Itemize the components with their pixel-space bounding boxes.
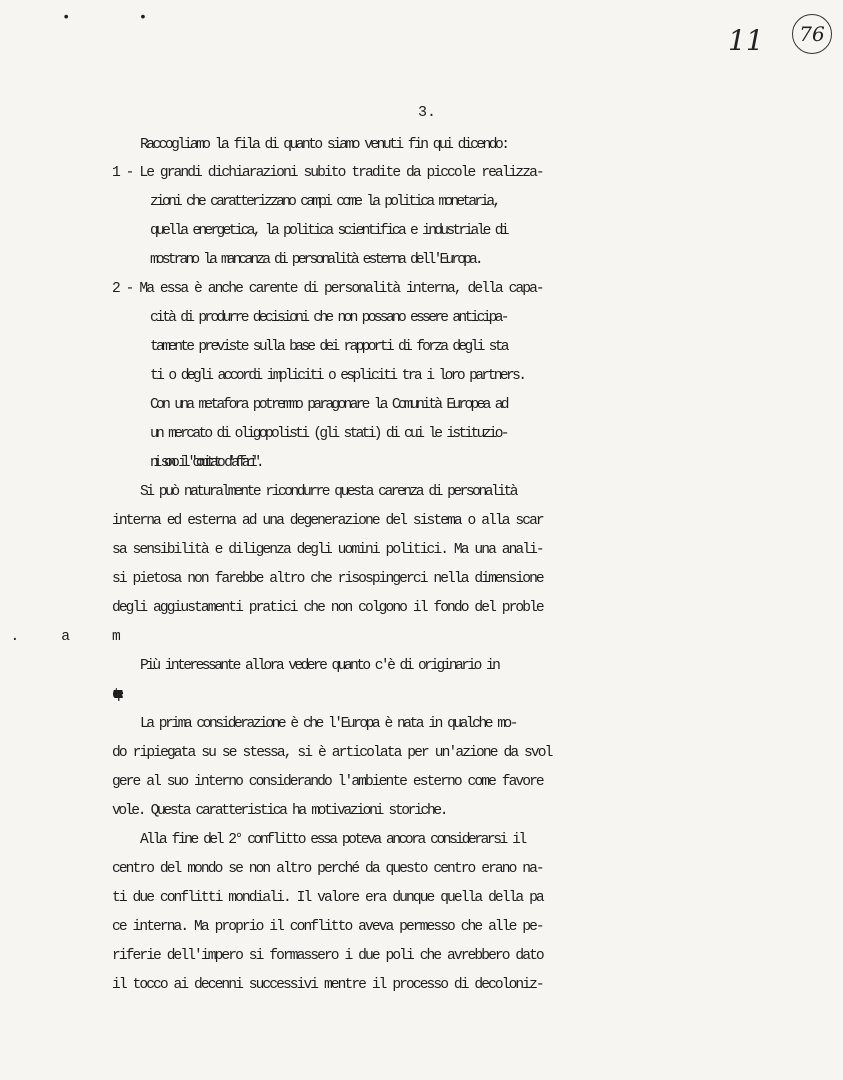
text-line: ti due conflitti mondiali. Il valore era dunque quella della pa bbox=[112, 890, 543, 906]
text-line: si pietosa non farebbe altro che risospingerci nella dimensione bbox=[112, 571, 543, 587]
text-line: zioni che caratterizzano campi come la politica monetaria, bbox=[150, 194, 499, 210]
text-line: interna ed esterna ad una degenerazione del sistema o alla scar bbox=[112, 513, 543, 529]
text-line: do ripiegata su se stessa, si è articolata per un'azione da svol bbox=[112, 745, 552, 761]
text-line: Raccogliamo la fila di quanto siamo venuti fin qui dicendo: bbox=[140, 137, 508, 153]
text-line: 2 - Ma essa è anche carente di personalità interna, della capa- bbox=[112, 281, 543, 297]
text-line: ce interna. Ma proprio il conflitto aveva permesso che alle pe- bbox=[112, 919, 543, 935]
text-line bbox=[112, 630, 843, 645]
handwritten-page-number: 11 bbox=[728, 24, 764, 57]
text-line: quella energetica, la politica scientifica e industriale di bbox=[150, 223, 507, 239]
text-line: La prima considerazione è che l'Europa è nata in qualche mo- bbox=[140, 716, 517, 732]
text-line: Più interessante allora vedere quanto c'è di originario in bbox=[140, 658, 499, 674]
text-line: centro del mondo se non altro perché da questo centro erano na- bbox=[112, 861, 543, 877]
text-line: Alla fine del 2° conflitto essa poteva ancora considerarsi il bbox=[140, 832, 525, 848]
text-line: ti o degli accordi impliciti o espliciti tra i loro partners. bbox=[150, 368, 525, 384]
text-line: riferie dell'impero si formassero i due poli che avrebbero dato bbox=[112, 948, 543, 964]
text-line: tamente previste sulla base dei rapporti di forza degli sta bbox=[150, 339, 507, 355]
text-line: vole. Questa caratteristica ha motivazioni storiche. bbox=[112, 803, 447, 819]
text-line: il tocco ai decenni successivi mentre il processo di decoloniz- bbox=[112, 977, 543, 993]
margin-dots: • • bbox=[62, 10, 178, 26]
page-number: 3. bbox=[418, 104, 437, 121]
text-line: mostrano la mancanza di personalità esterna dell'Europa. bbox=[150, 252, 481, 268]
text-line: Si può naturalmente ricondurre questa carenza di personalità bbox=[140, 484, 517, 500]
text-line: gere al suo interno considerando l'ambiente esterno come favore bbox=[112, 774, 543, 790]
text-line: cità di produrre decisioni che non possano essere anticipa- bbox=[150, 310, 507, 326]
text-line: sa sensibilità e diligenza degli uomini politici. Ma una anali- bbox=[112, 542, 543, 558]
text-line: queste carenze. bbox=[112, 687, 116, 703]
text-line: 1 - Le grandi dichiarazioni subito tradite da piccole realizza- bbox=[112, 165, 543, 181]
text-line: degli aggiustamenti pratici che non colgono il fondo del proble bbox=[112, 600, 543, 616]
text-line: ni sono il "comitato d'affari". bbox=[150, 455, 260, 471]
text-line: Con una metafora potremmo paragonare la Comunità Europea ad bbox=[150, 397, 507, 413]
text-line: un mercato di oligopolisti (gli stati) di cui le istituzio- bbox=[150, 426, 507, 442]
circled-number-text: 76 bbox=[799, 22, 825, 46]
circled-archive-number bbox=[792, 14, 832, 54]
